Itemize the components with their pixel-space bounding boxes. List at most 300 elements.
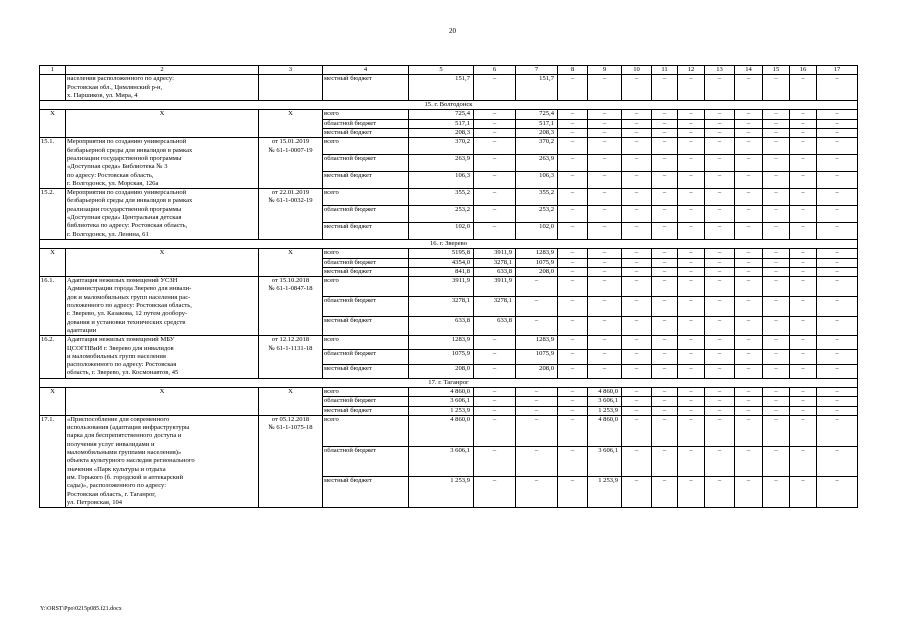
amount-year: – [763,172,790,189]
amount-year: – [790,267,817,276]
funding-source: местный бюджет [323,172,409,189]
amount-year: – [735,129,763,138]
permit-document-line: Х [288,249,293,257]
permit-document-line: Х [288,387,293,395]
column-header-13: 13 [705,66,735,75]
item-number: 17.1. [40,415,66,507]
amount-year: – [678,206,705,223]
amount-year: – [558,406,588,415]
amount-year: – [763,206,790,223]
funding-source: всего [323,415,409,446]
amount-year: – [474,477,516,508]
amount-year: – [678,119,705,128]
amount-year: – [735,258,763,267]
amount-year: – [735,277,763,297]
amount-year: – [763,477,790,508]
amount-year: – [790,387,817,396]
permit-document [259,277,323,336]
item-name [66,336,259,378]
amount-year: – [558,477,588,508]
amount-year: – [652,387,678,396]
amount-year: – [652,189,678,206]
table-row [40,336,858,350]
amount-total: 1283,9 [409,336,474,350]
funding-source: местный бюджет [323,223,409,240]
amount-year: – [763,316,790,336]
amount-total: 4 860,0 [409,387,474,396]
amount-year: – [817,477,858,508]
funding-source: областной бюджет [323,119,409,128]
amount-year: – [474,406,516,415]
amount-year: – [558,267,588,276]
amount-year: – [763,397,790,406]
amount-year: – [790,119,817,128]
amount-year: – [588,75,622,101]
amount-year: – [735,189,763,206]
item-name-line: по адресу: Ростовская область, [67,171,154,179]
column-header-10: 10 [622,66,652,75]
item-name-line: Ростовская обл., Цимлянский р-н, [67,83,163,91]
item-name-line: Ростовская область, г. Таганрог, [67,490,156,498]
table-row [40,110,858,119]
amount-year: – [516,316,558,336]
amount-year: – [735,119,763,128]
item-number: 16.2. [40,336,66,378]
amount-year: – [558,249,588,258]
item-name-line: г. Волгодонск, ул. Морская, 126а [67,179,159,187]
item-name-line: ул. Петровская, 104 [67,498,123,506]
item-name-line: дования и установки технических средств [67,318,186,326]
funding-source: областной бюджет [323,397,409,406]
amount-year: – [817,446,858,477]
amount-year: – [558,258,588,267]
item-name-line: «Приспособление для современного [67,415,170,423]
amount-year: – [763,446,790,477]
amount-year: – [735,155,763,172]
amount-total: 1075,9 [409,350,474,364]
item-name-line: Мероприятия по созданию универсальной [67,138,187,146]
amount-total: 3911,9 [409,277,474,297]
funding-source: всего [323,277,409,297]
amount-year: – [705,336,735,350]
amount-year: – [652,415,678,446]
amount-year: 106,3 [516,172,558,189]
amount-year: – [474,138,516,155]
amount-year: – [588,110,622,119]
amount-year: – [705,387,735,396]
item-name-line: Адаптация нежилых помещений УСЗН [67,277,178,285]
amount-year: – [678,223,705,240]
amount-year: – [474,172,516,189]
item-number [40,75,66,101]
amount-year: – [678,397,705,406]
amount-year: – [622,138,652,155]
amount-year: – [790,296,817,316]
amount-year: 1 253,9 [588,477,622,508]
amount-year: – [588,277,622,297]
amount-year: – [678,172,705,189]
amount-year: – [817,364,858,378]
amount-year: – [558,364,588,378]
amount-total: 725,4 [409,110,474,119]
amount-total: 106,3 [409,172,474,189]
amount-year: – [558,119,588,128]
amount-year: – [790,206,817,223]
amount-year: – [705,206,735,223]
item-name-line: объекта культурного наследия регионального [67,457,195,465]
amount-year: – [763,189,790,206]
amount-year: – [735,364,763,378]
amount-year: – [652,446,678,477]
amount-year: – [678,364,705,378]
amount-year: – [705,316,735,336]
amount-year: – [705,477,735,508]
item-name-line: Х [159,110,165,118]
amount-year: – [558,75,588,101]
amount-year: – [817,277,858,297]
amount-total: 3278,1 [409,296,474,316]
amount-year: – [588,364,622,378]
amount-year: – [705,406,735,415]
item-name [66,277,259,336]
column-header-17: 17 [817,66,858,75]
funding-source: областной бюджет [323,258,409,267]
amount-year: 151,7 [516,75,558,101]
amount-year: – [735,387,763,396]
amount-year: – [622,336,652,350]
amount-year: – [705,296,735,316]
amount-year: 1283,9 [516,336,558,350]
table-row [40,138,858,155]
amount-year: – [678,75,705,101]
amount-year: – [588,129,622,138]
amount-year: – [763,249,790,258]
permit-document [259,75,323,101]
amount-year: 3278,1 [474,296,516,316]
amount-year: – [790,397,817,406]
amount-year: – [790,223,817,240]
amount-total: 151,7 [409,75,474,101]
amount-year: – [474,397,516,406]
table-row [40,387,858,396]
amount-year: – [678,277,705,297]
amount-year: – [516,446,558,477]
amount-year: 633,8 [474,267,516,276]
amount-total: 1 253,9 [409,406,474,415]
amount-year: – [474,119,516,128]
amount-year: – [474,223,516,240]
amount-year: – [558,296,588,316]
permit-document [259,189,323,240]
amount-year: – [678,110,705,119]
permit-document [259,138,323,189]
amount-year: – [516,387,558,396]
amount-year: – [763,138,790,155]
amount-year: – [588,206,622,223]
amount-year: – [474,364,516,378]
amount-year: – [678,406,705,415]
item-name-line: реализации государственной программы [67,154,182,162]
amount-year: – [622,206,652,223]
section-title: 15. г. Волгодонск [40,101,858,110]
amount-year: – [735,223,763,240]
amount-year: – [516,406,558,415]
amount-year: – [622,249,652,258]
amount-year: – [817,336,858,350]
item-name-line: Адаптация нежилых помещений МБУ [67,336,175,344]
amount-year: – [678,129,705,138]
amount-year: – [622,155,652,172]
amount-year: – [558,223,588,240]
amount-year: – [474,387,516,396]
amount-year: – [474,336,516,350]
amount-year: – [705,258,735,267]
amount-year: – [705,119,735,128]
amount-total: 517,1 [409,119,474,128]
amount-year: – [516,277,558,297]
permit-document-line: от 05.12.2018 [271,415,310,423]
amount-year: – [705,350,735,364]
item-name [66,75,259,101]
item-name-line: безбарьерной среды для инвалидов в рамках [67,197,193,205]
amount-year: – [622,258,652,267]
amount-year: – [705,415,735,446]
amount-total: 633,8 [409,316,474,336]
amount-year: – [735,249,763,258]
amount-year: – [790,415,817,446]
amount-year: – [705,75,735,101]
amount-year: – [790,75,817,101]
amount-year: 517,1 [516,119,558,128]
amount-year: – [622,119,652,128]
amount-year: – [735,446,763,477]
item-number: Х [40,387,66,415]
amount-year: – [790,258,817,267]
item-name-line: «Доступная среда» Центральная детская [67,214,182,222]
amount-year: – [622,296,652,316]
amount-year: – [558,155,588,172]
amount-year: – [817,155,858,172]
amount-year: – [652,406,678,415]
amount-year: – [763,387,790,396]
amount-year: – [705,364,735,378]
amount-year: – [705,172,735,189]
amount-year: – [763,75,790,101]
item-name-line: маломобильными группами населения)» [67,449,182,457]
item-name-line: расположенного по адресу: Ростовская [67,361,177,369]
amount-year: – [817,267,858,276]
amount-year: – [735,477,763,508]
amount-year: – [622,477,652,508]
amount-year: – [622,316,652,336]
amount-year: – [763,223,790,240]
permit-document-line: от 12.12.2018 [271,336,310,344]
amount-year: – [588,249,622,258]
amount-year: – [735,336,763,350]
amount-year: – [763,350,790,364]
amount-year: – [588,296,622,316]
amount-total: 5195,8 [409,249,474,258]
permit-document [259,249,323,277]
amount-total: 1 253,9 [409,477,474,508]
funding-source: областной бюджет [323,296,409,316]
funding-source: всего [323,387,409,396]
section-row [40,101,858,110]
amount-year: 253,2 [516,206,558,223]
item-name-line: г. Волгодонск, ул. Ленина, 61 [67,230,149,238]
amount-year: – [622,129,652,138]
amount-year: – [558,316,588,336]
amount-total: 4354,0 [409,258,474,267]
amount-year: – [652,316,678,336]
amount-year: – [678,387,705,396]
amount-year: – [558,172,588,189]
amount-year: – [705,397,735,406]
item-name-line: Мероприятия по созданию универсальной [67,189,187,197]
amount-total: 355,2 [409,189,474,206]
amount-year: – [763,406,790,415]
amount-year: – [622,267,652,276]
amount-year: – [790,406,817,415]
table-body [40,66,858,508]
amount-year: – [817,75,858,101]
amount-year: – [763,415,790,446]
amount-year: – [558,110,588,119]
amount-year: – [763,267,790,276]
amount-year: – [652,258,678,267]
funding-source: местный бюджет [323,75,409,101]
section-title: 16. г. Зверево [40,239,858,248]
amount-year: – [790,277,817,297]
amount-year: – [790,110,817,119]
amount-year: – [705,129,735,138]
amount-year: – [652,110,678,119]
amount-year: – [558,336,588,350]
amount-year: – [516,397,558,406]
item-name-line: х. Паршиков, ул. Мира, 4 [67,91,138,99]
funding-source: местный бюджет [323,129,409,138]
amount-year: – [705,155,735,172]
amount-year: – [652,277,678,297]
amount-year: – [678,336,705,350]
amount-year: – [790,172,817,189]
amount-year: – [622,110,652,119]
table-row [40,415,858,446]
amount-year: – [558,206,588,223]
amount-year: – [652,172,678,189]
amount-year: – [558,189,588,206]
section-row [40,378,858,387]
amount-year: – [817,172,858,189]
funding-source: местный бюджет [323,406,409,415]
amount-year: – [735,406,763,415]
section-title: 17. г. Таганрог [40,378,858,387]
amount-year: – [678,189,705,206]
amount-year: – [817,223,858,240]
amount-year: – [763,364,790,378]
amount-year: – [705,223,735,240]
amount-total: 102,0 [409,223,474,240]
amount-year: – [652,138,678,155]
column-header-6: 6 [474,66,516,75]
amount-year: – [790,249,817,258]
item-name-line: библиотека по адресу: Ростовская область, [67,222,188,230]
amount-year: – [817,110,858,119]
column-header-14: 14 [735,66,763,75]
permit-document [259,415,323,507]
amount-total: 4 860,0 [409,415,474,446]
item-name-line: Х [159,249,165,257]
item-name-line: парка для беспрепятственного доступа и [67,432,182,440]
item-name-line: Х [159,387,165,395]
amount-year: – [588,316,622,336]
funding-source: областной бюджет [323,206,409,223]
item-name-line: адаптации [67,326,97,334]
amount-year: – [790,350,817,364]
amount-year: – [622,75,652,101]
item-name-line: получения услуг инвалидами и [67,440,155,448]
amount-year: – [622,446,652,477]
column-header-12: 12 [678,66,705,75]
amount-year: – [588,258,622,267]
amount-year: – [817,316,858,336]
table-row [40,75,858,101]
amount-year: – [735,172,763,189]
amount-year: – [735,267,763,276]
amount-year: – [652,249,678,258]
amount-year: – [790,336,817,350]
amount-year: – [790,364,817,378]
amount-year: 4 860,0 [588,387,622,396]
amount-year: – [790,316,817,336]
amount-year: 4 860,0 [588,415,622,446]
amount-year: – [705,249,735,258]
amount-year: – [790,189,817,206]
amount-year: – [652,129,678,138]
amount-year: – [678,350,705,364]
amount-year: – [516,415,558,446]
column-header-5: 5 [409,66,474,75]
permit-document-line: № 61-1-0032-19 [268,197,313,205]
item-number: Х [40,110,66,138]
column-header-16: 16 [790,66,817,75]
footer-path: Y:\ORST\Ppo\0215p085.f21.docx [40,606,122,612]
amount-year: 208,0 [516,364,558,378]
column-header-2: 2 [66,66,259,75]
amount-year: 208,3 [516,129,558,138]
amount-year: – [652,350,678,364]
amount-year: 355,2 [516,189,558,206]
item-name-line: значения «Парк культуры и отдыха [67,465,166,473]
amount-year: – [678,296,705,316]
amount-year: – [790,129,817,138]
amount-year: – [817,387,858,396]
amount-total: 841,8 [409,267,474,276]
amount-year: – [474,350,516,364]
permit-document-line: № 61-1-0007-19 [268,146,313,154]
amount-total: 253,2 [409,206,474,223]
funding-source: областной бюджет [323,155,409,172]
amount-year: – [474,129,516,138]
permit-document-line: от 22.01.2019 [271,189,310,197]
amount-year: – [763,296,790,316]
amount-year: – [735,397,763,406]
item-name-line: им. Горького (б. городской и аптекарский [67,473,184,481]
amount-year: – [678,446,705,477]
item-name [66,249,259,277]
amount-year: 263,9 [516,155,558,172]
permit-document [259,387,323,415]
